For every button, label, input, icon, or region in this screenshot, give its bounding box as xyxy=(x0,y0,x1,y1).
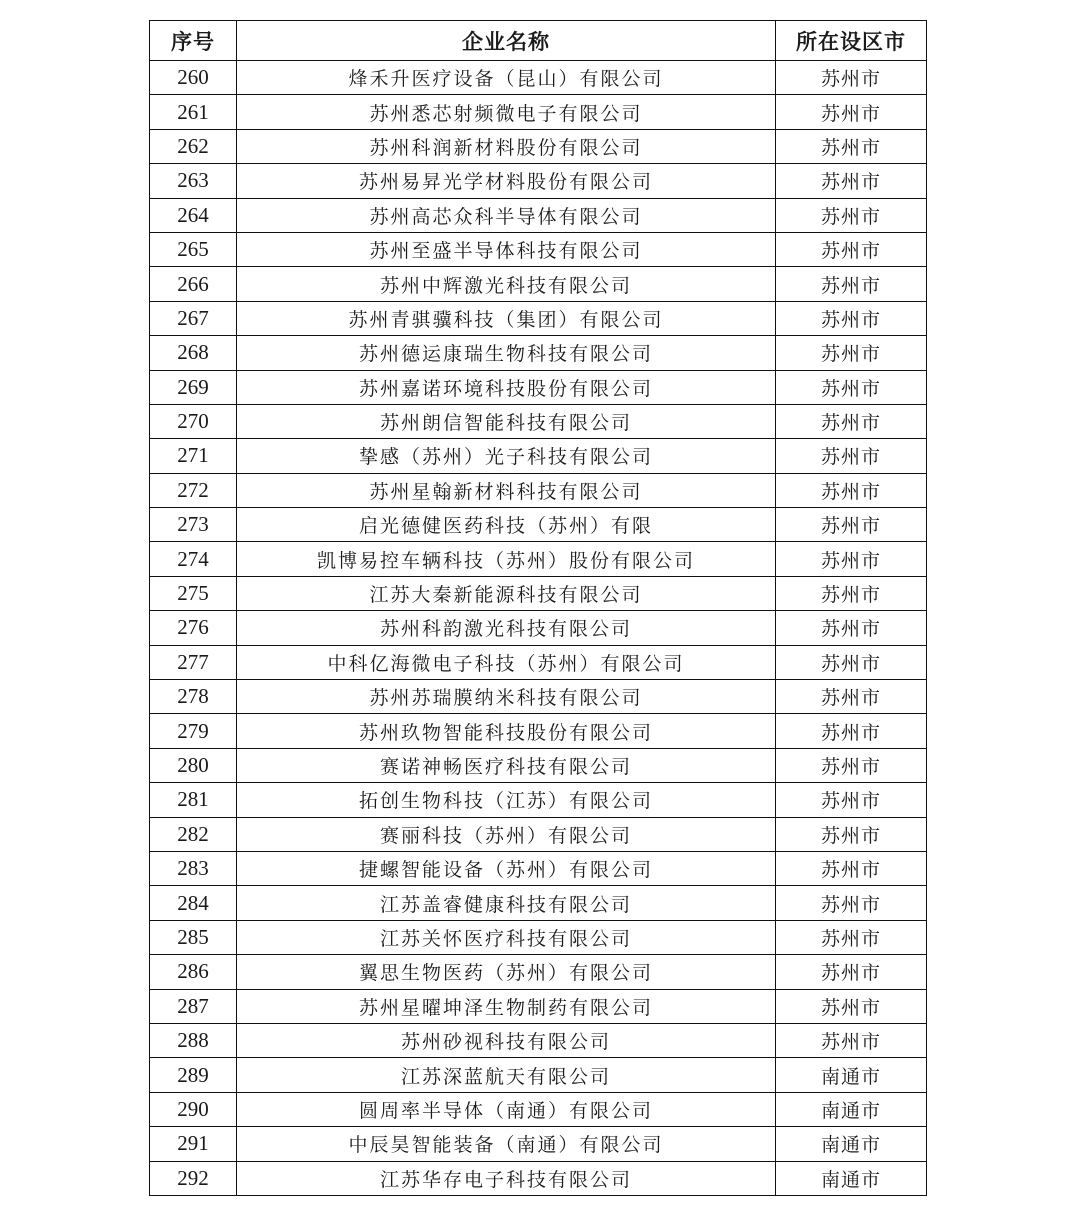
table-row xyxy=(150,336,927,370)
row-serial-number: 283 xyxy=(150,851,237,885)
row-serial-number: 275 xyxy=(150,576,237,610)
header-city: 所在设区市 xyxy=(776,21,927,61)
row-enterprise-name: 苏州德运康瑞生物科技有限公司 xyxy=(237,336,776,370)
row-serial-number: 270 xyxy=(150,404,237,438)
row-serial-number: 273 xyxy=(150,508,237,542)
row-city: 苏州市 xyxy=(776,783,927,817)
row-enterprise-name: 苏州嘉诺环境科技股份有限公司 xyxy=(237,370,776,404)
table-row xyxy=(150,989,927,1023)
row-city: 苏州市 xyxy=(776,508,927,542)
row-serial-number: 271 xyxy=(150,439,237,473)
row-serial-number: 287 xyxy=(150,989,237,1023)
row-enterprise-name: 苏州科韵激光科技有限公司 xyxy=(237,611,776,645)
row-city: 苏州市 xyxy=(776,851,927,885)
row-enterprise-name: 江苏华存电子科技有限公司 xyxy=(237,1161,776,1195)
row-city: 苏州市 xyxy=(776,1023,927,1057)
row-enterprise-name: 江苏深蓝航天有限公司 xyxy=(237,1058,776,1092)
table-header xyxy=(150,21,927,61)
table-row xyxy=(150,1058,927,1092)
row-enterprise-name: 苏州朗信智能科技有限公司 xyxy=(237,404,776,438)
table-row xyxy=(150,473,927,507)
table-row xyxy=(150,611,927,645)
table-row xyxy=(150,508,927,542)
row-serial-number: 285 xyxy=(150,920,237,954)
row-serial-number: 292 xyxy=(150,1161,237,1195)
row-city: 苏州市 xyxy=(776,198,927,232)
row-enterprise-name: 江苏盖睿健康科技有限公司 xyxy=(237,886,776,920)
row-city: 苏州市 xyxy=(776,611,927,645)
row-serial-number: 279 xyxy=(150,714,237,748)
table-row xyxy=(150,714,927,748)
row-serial-number: 288 xyxy=(150,1023,237,1057)
row-city: 苏州市 xyxy=(776,542,927,576)
row-serial-number: 290 xyxy=(150,1092,237,1126)
row-serial-number: 289 xyxy=(150,1058,237,1092)
row-serial-number: 269 xyxy=(150,370,237,404)
row-city: 苏州市 xyxy=(776,955,927,989)
row-city: 苏州市 xyxy=(776,232,927,266)
row-serial-number: 291 xyxy=(150,1127,237,1161)
header-enterprise-name: 企业名称 xyxy=(237,21,776,61)
row-serial-number: 266 xyxy=(150,267,237,301)
table-row xyxy=(150,164,927,198)
row-enterprise-name: 苏州星翰新材料科技有限公司 xyxy=(237,473,776,507)
row-enterprise-name: 启光德健医药科技（苏州）有限 xyxy=(237,508,776,542)
row-enterprise-name: 赛诺神畅医疗科技有限公司 xyxy=(237,748,776,782)
table-row xyxy=(150,542,927,576)
row-enterprise-name: 苏州砂视科技有限公司 xyxy=(237,1023,776,1057)
table-row xyxy=(150,129,927,163)
row-enterprise-name: 江苏关怀医疗科技有限公司 xyxy=(237,920,776,954)
row-serial-number: 286 xyxy=(150,955,237,989)
table-row xyxy=(150,370,927,404)
row-serial-number: 284 xyxy=(150,886,237,920)
table-row xyxy=(150,232,927,266)
row-enterprise-name: 苏州科润新材料股份有限公司 xyxy=(237,129,776,163)
row-city: 苏州市 xyxy=(776,336,927,370)
table-row xyxy=(150,955,927,989)
row-enterprise-name: 江苏大秦新能源科技有限公司 xyxy=(237,576,776,610)
row-enterprise-name: 苏州悉芯射频微电子有限公司 xyxy=(237,95,776,129)
table-row xyxy=(150,645,927,679)
row-serial-number: 278 xyxy=(150,680,237,714)
row-city: 苏州市 xyxy=(776,473,927,507)
row-city: 苏州市 xyxy=(776,267,927,301)
table-row xyxy=(150,301,927,335)
row-city: 苏州市 xyxy=(776,439,927,473)
row-serial-number: 276 xyxy=(150,611,237,645)
row-serial-number: 263 xyxy=(150,164,237,198)
row-city: 苏州市 xyxy=(776,164,927,198)
row-city: 苏州市 xyxy=(776,645,927,679)
table-row xyxy=(150,783,927,817)
row-enterprise-name: 苏州青骐骥科技（集团）有限公司 xyxy=(237,301,776,335)
row-serial-number: 272 xyxy=(150,473,237,507)
row-serial-number: 262 xyxy=(150,129,237,163)
row-city: 苏州市 xyxy=(776,61,927,95)
row-enterprise-name: 赛丽科技（苏州）有限公司 xyxy=(237,817,776,851)
row-serial-number: 281 xyxy=(150,783,237,817)
row-serial-number: 280 xyxy=(150,748,237,782)
row-enterprise-name: 苏州星曜坤泽生物制药有限公司 xyxy=(237,989,776,1023)
table-row xyxy=(150,1023,927,1057)
row-serial-number: 260 xyxy=(150,61,237,95)
table-row xyxy=(150,920,927,954)
row-city: 苏州市 xyxy=(776,404,927,438)
row-city: 苏州市 xyxy=(776,129,927,163)
table-row xyxy=(150,886,927,920)
table-row xyxy=(150,817,927,851)
row-enterprise-name: 苏州易昇光学材料股份有限公司 xyxy=(237,164,776,198)
table-row xyxy=(150,1092,927,1126)
row-serial-number: 274 xyxy=(150,542,237,576)
row-serial-number: 282 xyxy=(150,817,237,851)
table-row xyxy=(150,748,927,782)
row-city: 苏州市 xyxy=(776,680,927,714)
row-enterprise-name: 苏州高芯众科半导体有限公司 xyxy=(237,198,776,232)
row-serial-number: 268 xyxy=(150,336,237,370)
enterprise-table xyxy=(149,20,927,1196)
row-enterprise-name: 凯博易控车辆科技（苏州）股份有限公司 xyxy=(237,542,776,576)
row-serial-number: 265 xyxy=(150,232,237,266)
row-city: 苏州市 xyxy=(776,576,927,610)
row-city: 苏州市 xyxy=(776,370,927,404)
row-city: 苏州市 xyxy=(776,989,927,1023)
row-city: 南通市 xyxy=(776,1161,927,1195)
table-row xyxy=(150,439,927,473)
header-row xyxy=(150,21,927,61)
row-city: 南通市 xyxy=(776,1058,927,1092)
row-city: 南通市 xyxy=(776,1127,927,1161)
table-row xyxy=(150,267,927,301)
table-row xyxy=(150,576,927,610)
row-enterprise-name: 苏州玖物智能科技股份有限公司 xyxy=(237,714,776,748)
row-enterprise-name: 捷螺智能设备（苏州）有限公司 xyxy=(237,851,776,885)
row-serial-number: 277 xyxy=(150,645,237,679)
row-enterprise-name: 烽禾升医疗设备（昆山）有限公司 xyxy=(237,61,776,95)
row-enterprise-name: 苏州苏瑞膜纳米科技有限公司 xyxy=(237,680,776,714)
row-enterprise-name: 翼思生物医药（苏州）有限公司 xyxy=(237,955,776,989)
row-city: 苏州市 xyxy=(776,301,927,335)
table-body xyxy=(150,61,927,1196)
table-row xyxy=(150,1161,927,1195)
row-enterprise-name: 中科亿海微电子科技（苏州）有限公司 xyxy=(237,645,776,679)
header-serial-number: 序号 xyxy=(150,21,237,61)
row-city: 苏州市 xyxy=(776,748,927,782)
row-city: 苏州市 xyxy=(776,886,927,920)
row-enterprise-name: 苏州至盛半导体科技有限公司 xyxy=(237,232,776,266)
table-row xyxy=(150,198,927,232)
table-row xyxy=(150,61,927,95)
row-city: 南通市 xyxy=(776,1092,927,1126)
row-city: 苏州市 xyxy=(776,95,927,129)
row-city: 苏州市 xyxy=(776,920,927,954)
row-serial-number: 261 xyxy=(150,95,237,129)
row-serial-number: 267 xyxy=(150,301,237,335)
table-row xyxy=(150,404,927,438)
table-row xyxy=(150,851,927,885)
row-enterprise-name: 挚感（苏州）光子科技有限公司 xyxy=(237,439,776,473)
row-enterprise-name: 中辰昊智能装备（南通）有限公司 xyxy=(237,1127,776,1161)
row-enterprise-name: 拓创生物科技（江苏）有限公司 xyxy=(237,783,776,817)
row-serial-number: 264 xyxy=(150,198,237,232)
row-enterprise-name: 苏州中辉激光科技有限公司 xyxy=(237,267,776,301)
row-enterprise-name: 圆周率半导体（南通）有限公司 xyxy=(237,1092,776,1126)
table-row xyxy=(150,1127,927,1161)
row-city: 苏州市 xyxy=(776,714,927,748)
table-row xyxy=(150,95,927,129)
row-city: 苏州市 xyxy=(776,817,927,851)
table-row xyxy=(150,680,927,714)
